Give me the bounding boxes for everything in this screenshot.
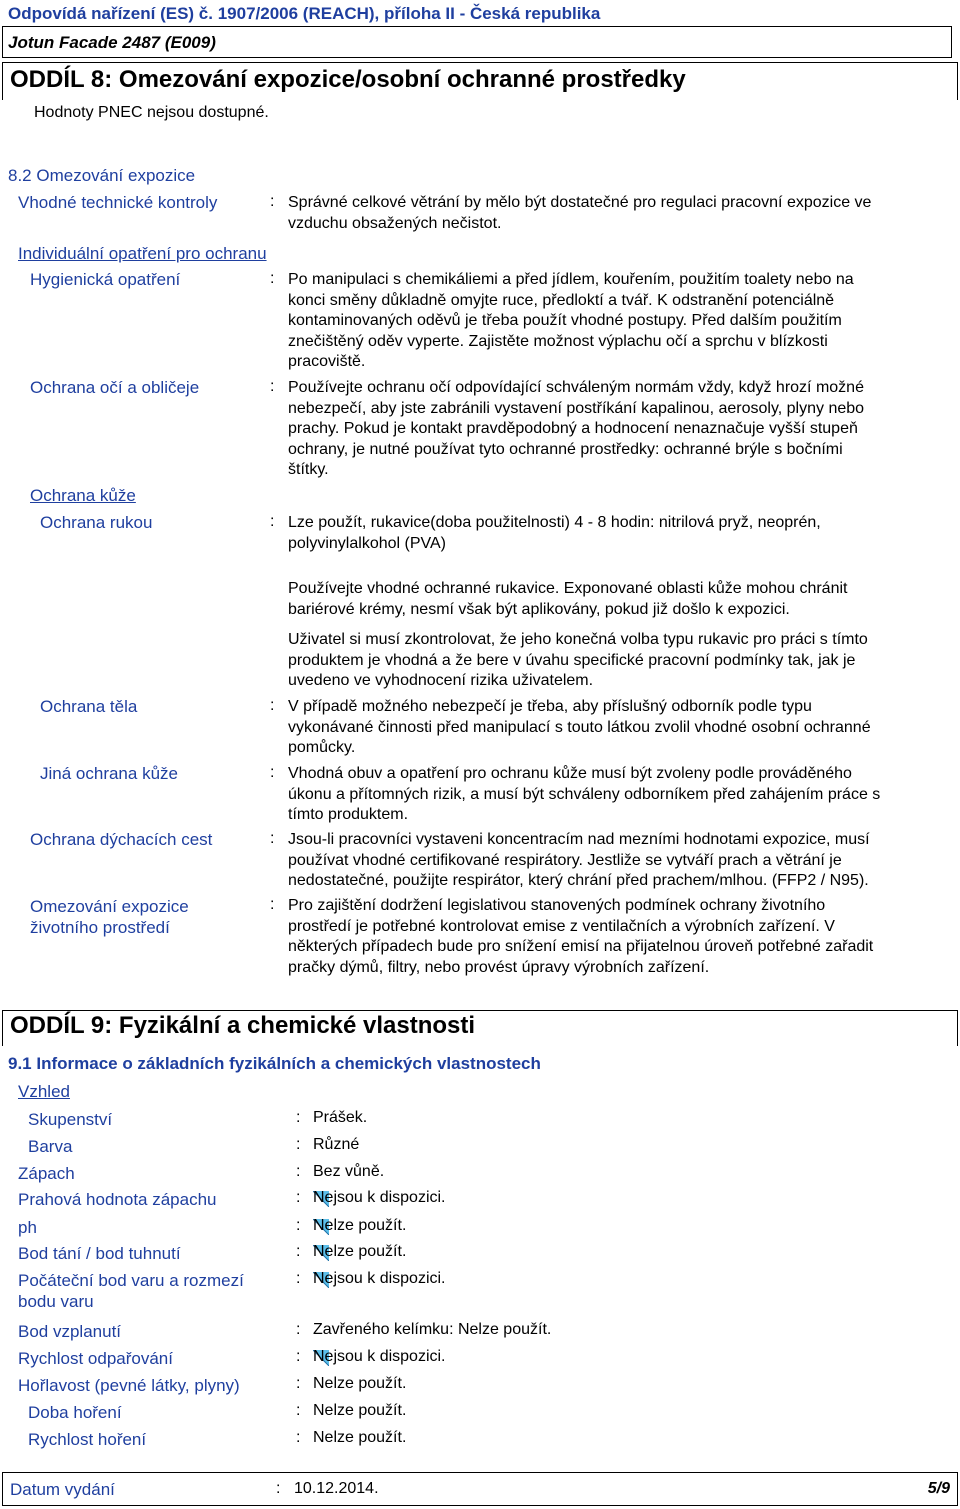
colon: : [296,1348,301,1365]
colon: : [270,270,275,287]
skin-protection-label: Ochrana kůže [30,486,136,505]
respiratory-protection-text [288,830,948,892]
page-number: 5/9 [927,1480,950,1497]
section-8-title: ODDÍL 8: Omezování expozice/osobní ochranné prostředky [10,66,686,93]
property-label [18,1163,75,1184]
colon: : [296,1136,301,1153]
property-value: Zavřeného kelímku: Nelze použít. [313,1321,552,1338]
property-label-line: Barva [28,1137,73,1156]
text-line: tímto produktem. [288,806,409,824]
property-label [18,1348,173,1369]
text-line: Po manipulaci s chemikáliemi a před jídlem, kouřením, použitím toalety nebo na [288,271,854,288]
text-line: pračky dýmů, filtry, nebo provést úpravy výrobních zařízení. [288,958,710,976]
product-name: Jotun Facade 2487 (E009) [8,33,216,52]
other-skin-protection-text [288,764,948,826]
hand-protection-paragraph-2 [288,579,948,620]
subsection-9-1: 9.1 Informace o základních fyzikálních a chemických vlastnostech [8,1054,541,1073]
appearance-label: Vzhled [18,1082,70,1101]
hand-protection-paragraph-3 [288,630,948,692]
text-line: Používejte vhodné ochranné rukavice. Exponované oblasti kůže mohou chránit [288,580,848,597]
individual-measures-label: Individuální opatření pro ochranu [18,244,267,263]
text-line: Vhodná obuv a opatření pro ochranu kůže musí být zvoleny podle prováděného [288,765,852,782]
label-line: životního prostředí [30,918,170,937]
property-label-line: Prahová hodnota zápachu [18,1190,217,1209]
other-skin-protection-label: Jiná ochrana kůže [40,764,178,783]
text-line: znečištěný oděv vyperte. Zajistěte možnost výplachu očí a sprchu v blízkosti [288,332,828,350]
issue-date-label: Datum vydání [10,1480,115,1499]
property-label [18,1189,217,1210]
text-line: Používejte ochranu očí odpovídající schváleným normám vždy, když hrozí možné [288,379,864,396]
text-line: Lze použít, rukavice(doba použitelnosti) 4 - 8 hodin: nitrilová pryž, neoprén, [288,514,821,531]
property-value: Nejsou k dispozici. [313,1189,446,1206]
property-label [18,1243,181,1264]
property-value: Nelze použít. [313,1402,407,1419]
technical-controls-label: Vhodné technické kontroly [18,193,218,212]
text-line: uvedeno ve vyhodnocení rizika uživatelem. [288,672,594,690]
property-value: Různé [313,1136,360,1153]
text-line: Uživatel si musí zkontrolovat, že jeho konečná volba typu rukavic pro práci s tímto [288,631,868,648]
text-line: nedostatečné, použijte respirátor, který chrání před prachem/mlhou. (FFP2 / N95). [288,872,869,890]
colon: : [296,1217,301,1234]
property-value: Bez vůně. [313,1163,385,1180]
property-label [18,1375,240,1396]
text-line: Jsou-li pracovníci vystaveni koncentracím nad mezními hodnotami expozice, musí [288,831,870,848]
property-label [28,1136,72,1157]
eye-protection-label: Ochrana očí a obličeje [30,378,200,397]
hand-protection-text [288,513,948,554]
body-protection-label: Ochrana těla [40,697,138,716]
property-value: Nelze použít. [313,1217,407,1234]
eye-protection-text [288,378,948,481]
property-label-line: Bod tání / bod tuhnutí [18,1244,181,1263]
property-label [28,1402,122,1423]
colon: : [270,830,275,847]
property-value: Nelze použít. [313,1375,407,1392]
label-line: Omezování expozice [30,897,189,916]
colon: : [296,1243,301,1260]
text-line: ochrany, je nutné používat tyto ochranné prostředky: ochranné brýle s bočními [288,440,843,458]
text-line: kontaminovaných oděvů je třeba použít vhodné postupy. Před dalším použitím [288,312,842,330]
colon: : [270,513,275,530]
hygiene-label: Hygienická opatření [30,270,181,289]
property-label-line: Rychlost hoření [28,1430,147,1449]
section-9-title: ODDÍL 9: Fyzikální a chemické vlastnosti [10,1012,476,1039]
property-label-line: bodu varu [18,1292,94,1311]
property-label-line: Rychlost odpařování [18,1349,173,1368]
colon: : [270,764,275,781]
property-label [18,1321,121,1342]
issue-date-value: 10.12.2014. [294,1480,379,1497]
colon: : [296,1163,301,1180]
property-value: Nelze použít. [313,1243,407,1260]
text-line: produktem je vhodná a že bere v úvahu specifické pracovní podmínky tak, jak je [288,651,856,669]
respiratory-protection-label: Ochrana dýchacích cest [30,830,213,849]
regulation-header: Odpovídá nařízení (ES) č. 1907/2006 (REACH), příloha II - Česká republika [8,4,601,23]
body-protection-text [288,697,948,759]
subsection-8-2: 8.2 Omezování expozice [8,166,196,185]
text-line: používat vhodné certifikované respirátory. Jestliže se vytváří prach a větrání je [288,851,842,869]
hand-protection-label: Ochrana rukou [40,513,153,532]
hygiene-text [288,270,948,373]
colon: : [270,896,275,913]
property-label [28,1429,146,1450]
property-label-line: Skupenství [28,1110,113,1129]
colon: : [296,1375,301,1392]
property-label-line: Hořlavost (pevné látky, plyny) [18,1376,240,1395]
property-label [18,1217,37,1238]
colon: : [296,1429,301,1446]
footer-box [2,1472,958,1506]
text-line: některých případech bude pro snížení emisí na přijatelnou úroveň potřebné zařadit [288,938,874,956]
property-label-line: Doba hoření [28,1403,122,1422]
colon: : [296,1270,301,1287]
environmental-exposure-text [288,896,948,978]
text-line: konci směny důkladně omyjte ruce, předloktí a tvář. K odstranění potenciálně [288,291,835,309]
property-label-line: ph [18,1218,37,1237]
colon: : [270,697,275,714]
property-label-line: Počáteční bod varu a rozmezí [18,1271,244,1290]
colon: : [296,1321,301,1338]
text-line: štítky. [288,461,329,479]
property-value: Nejsou k dispozici. [313,1348,446,1365]
text-line: Pro zajištění dodržení legislativou stanovených podmínek ochrany životního [288,897,826,914]
colon: : [270,378,275,395]
property-value: Nelze použít. [313,1429,407,1446]
colon: : [276,1480,281,1497]
text-line: úkonu a přítomných rizik, a musí být schváleny odborníkem před zahájením práce s [288,785,881,803]
property-label-line: Zápach [18,1164,75,1183]
colon: : [296,1402,301,1419]
property-label [28,1109,112,1130]
text-line: prachy. Pokud je kontakt pravděpodobný a hodnocení nenaznačuje vyšší stupeň [288,420,858,438]
colon: : [270,193,275,210]
text-line: pracoviště. [288,353,366,371]
text-line: nebezpečí, aby jste zabránili vystavení postříkání kapalinou, aerosoly, plyny nebo [288,399,865,417]
colon: : [296,1189,301,1206]
colon: : [296,1109,301,1126]
text-line: vzduchu obsažených nečistot. [288,214,502,232]
environmental-exposure-label [30,896,189,938]
pnec-text: Hodnoty PNEC nejsou dostupné. [34,104,269,121]
text-line: polyvinylalkohol (PVA) [288,534,446,552]
technical-controls-text [288,193,948,234]
text-line: Správné celkové větrání by mělo být dostatečné pro regulaci pracovní expozice ve [288,194,872,211]
text-line: V případě možného nebezpečí je třeba, aby příslušný odborník podle typu [288,698,812,715]
text-line: pomůcky. [288,739,356,757]
property-label [18,1270,244,1312]
text-line: vykonávané činnosti před manipulací s touto látkou zvolil vhodné osobní ochranné [288,718,871,736]
property-value: Prášek. [313,1109,368,1126]
text-line: prostředí je potřebné kontrolovat emise z ventilačních a výrobních zařízení. V [288,917,835,935]
text-line: bariérové krémy, nesmí však být aplikovány, pokud již došlo k expozici. [288,600,790,618]
property-label-line: Bod vzplanutí [18,1322,122,1341]
property-value: Nejsou k dispozici. [313,1270,446,1287]
